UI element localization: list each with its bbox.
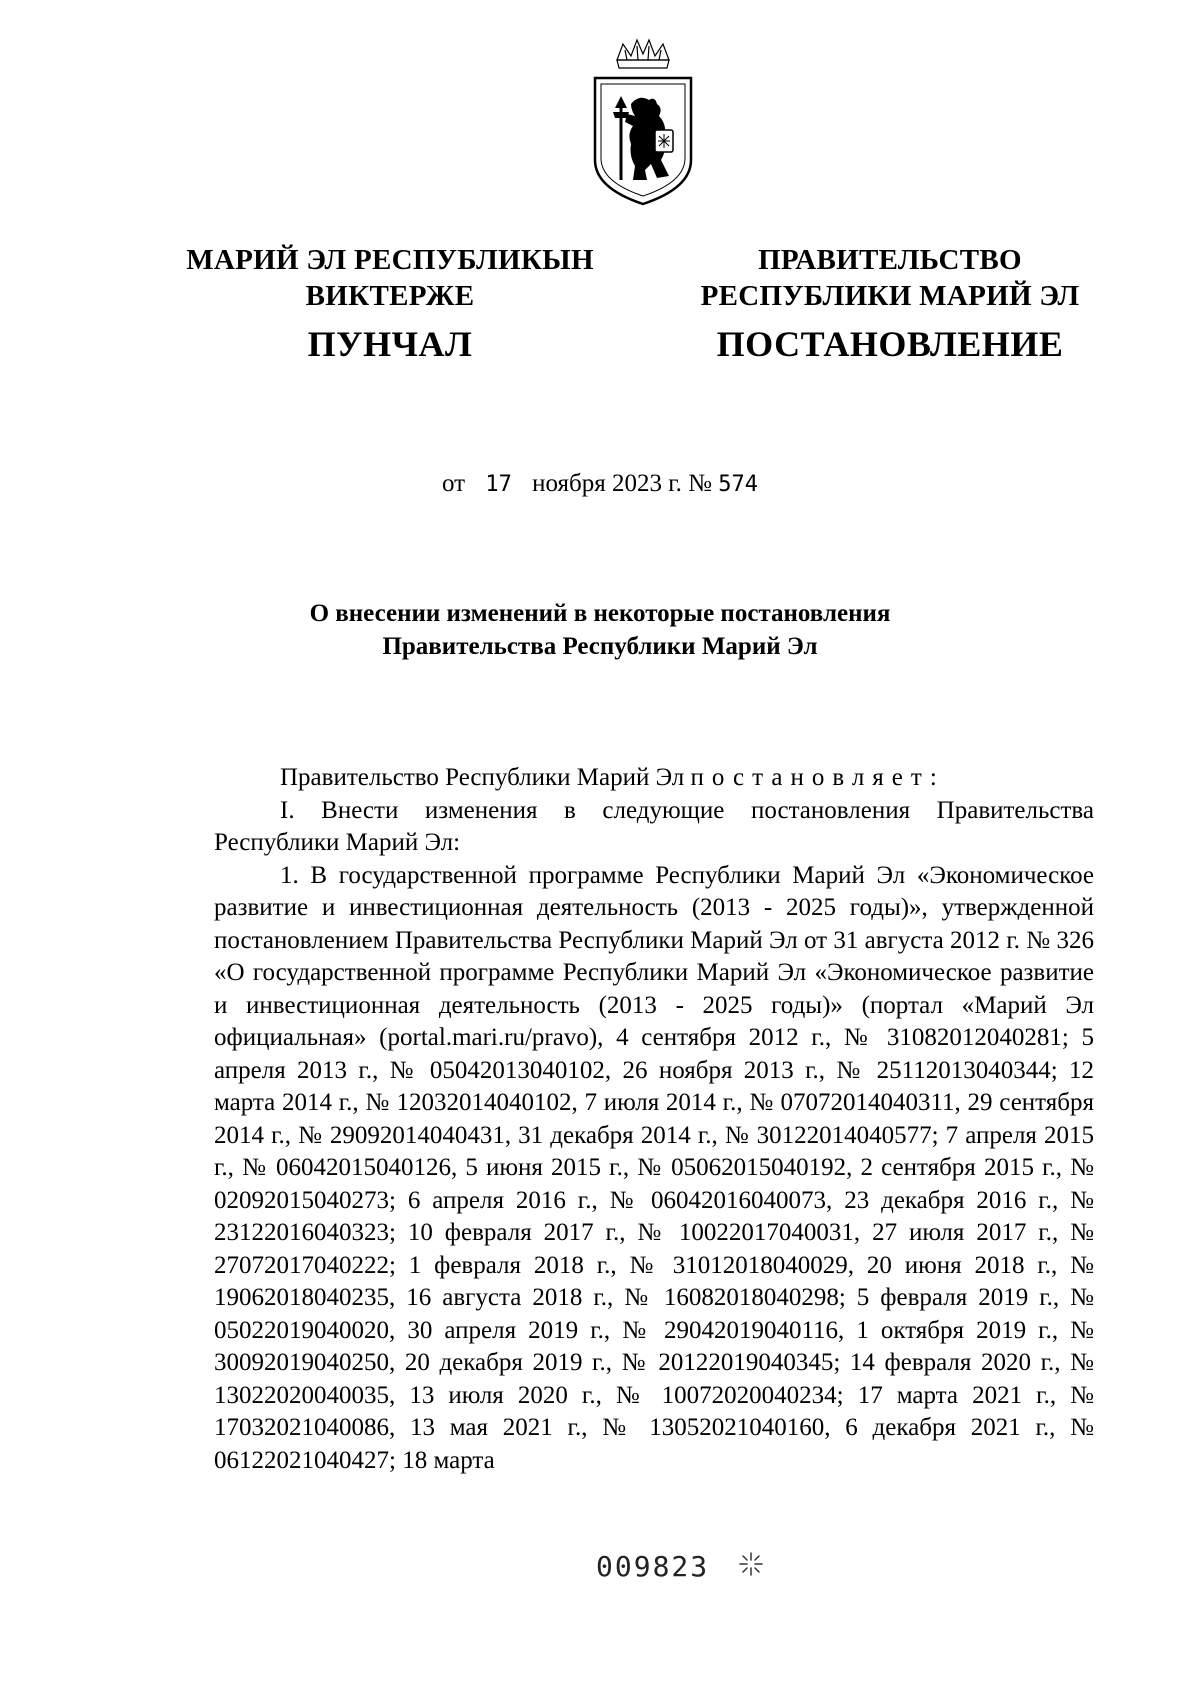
intro-prefix: Правительство Республики Марий Эл (280, 764, 685, 791)
document-title (0, 597, 1200, 663)
header-left-line2: ВИКТЕРЖЕ (305, 280, 475, 312)
intro-paragraph (214, 762, 1094, 795)
header-left-doc-type: ПУНЧАЛ (307, 324, 473, 364)
document-number: 574 (718, 472, 759, 497)
header-right-line1: ПРАВИТЕЛЬСТВО (758, 244, 1022, 276)
item-1-paragraph: 1. В государственной программе Республики Марий Эл «Экономическое развитие и инвестиционная деятельность (2013 - 2025 годы)», утвержденной постановлением Правительства Республики Марий Эл от 31 августа 2012 г. № 326 «О государственной программе Республики Марий Эл «Экономическое развитие и инвестиционная деятельность (2013 - 2025 годы)» (портал «Марий Эл официальная» (portal.mari.ru/pravo), 4 сентября 2012 г., № 31082012040281; 5 апреля 2013 г., № 05042013040102, 26 ноября 2013 г., № 25112013040344; 12 марта 2014 г., № 12032014040102, 7 июля 2014 г., № 07072014040311, 29 сентября 2014 г., № 29092014040431, 31 декабря 2014 г., № 30122014040577; 7 апреля 2015 г., № 06042015040126, 5 июня 2015 г., № 05062015040192, 2 сентября 2015 г., № 02092015040273; 6 апреля 2016 г., № 06042016040073, 23 декабря 2016 г., № 23122016040323; 10 февраля 2017 г., № 10022017040031, 27 июля 2017 г., № 27072017040222; 1 февраля 2018 г., № 31012018040029, 20 июня 2018 г., № 19062018040235, 16 августа 2018 г., № 16082018040298; 5 февраля 2019 г., № 05022019040020, 30 апреля 2019 г., № 29042019040116, 1 октября 2019 г., № 30092019040250, 20 декабря 2019 г., № 20122019040345; 14 февраля 2020 г., № 13022020040035, 13 июля 2020 г., № 10072020040234; 17 марта 2021 г., № 17032021040086, 13 мая 2021 г., № 13052021040160, 6 декабря 2021 г., № 06122021040427; 18 марта (214, 861, 1094, 1474)
document-serial-number: 009823 (596, 1550, 710, 1583)
item-I-paragraph: I. Внести изменения в следующие постановления Правительства Республики Марий Эл: (214, 796, 1094, 856)
header-right-doc-type: ПОСТАНОВЛЕНИЕ (716, 324, 1064, 364)
date-line (0, 470, 1200, 498)
date-month-year: ноября 2023 г. № (532, 470, 713, 497)
date-day: 17 (485, 472, 512, 497)
header-right-line2: РЕСПУБЛИКИ МАРИЙ ЭЛ (700, 280, 1080, 312)
date-prefix: от (441, 470, 466, 497)
header-right-block (660, 242, 1120, 362)
header-left-line1: МАРИЙ ЭЛ РЕСПУБЛИКЫН (186, 244, 594, 276)
document-body (214, 762, 1094, 1477)
coat-of-arms-emblem (587, 38, 699, 208)
title-line1: О внесении изменений в некоторые постановления (309, 600, 891, 627)
asterisk-stamp-icon (737, 1550, 765, 1578)
intro-decree-word: постановляет: (690, 764, 945, 791)
title-line2: Правительства Республики Марий Эл (382, 633, 818, 660)
header-left-block (170, 242, 610, 362)
